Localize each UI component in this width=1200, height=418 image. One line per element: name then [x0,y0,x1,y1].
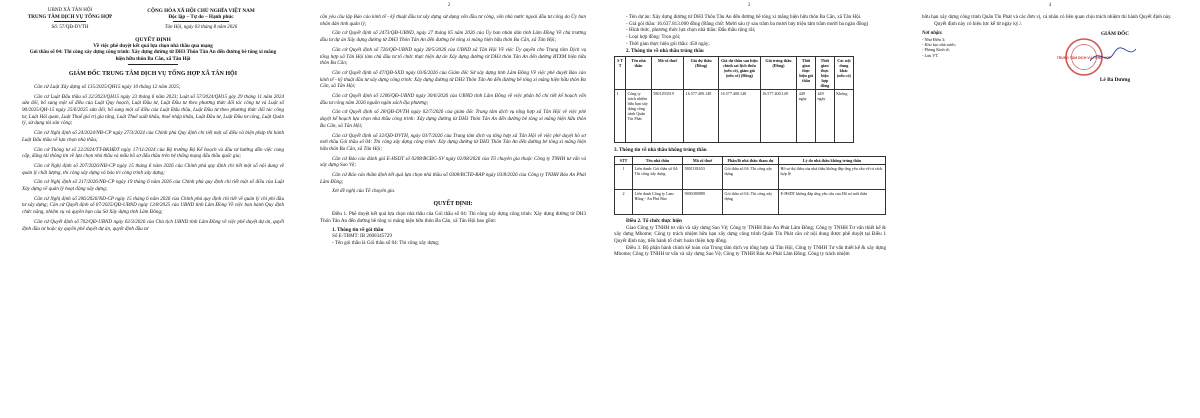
table-header-cell: Mã số thuế [683,156,723,164]
seal-and-signature [1042,37,1188,77]
contract-type: - Loại hợp đồng: Trọn gói; [626,34,681,41]
legal-basis-item: Xét đề nghị của Tổ chuyên gia. [332,188,396,195]
recipient-item: - Lưu VT. [922,52,939,58]
table-cell: Liên danh: Gói thầu số 04: Thi công xây dựng [633,164,683,189]
page-number: 3 [747,3,751,8]
national-block [118,8,284,31]
legal-basis-item: Căn cứ Nghị định số 217/2026/NĐ-CP ngày 19 tháng 6 năm 2026 của Chính phủ quy định chi tiết một số điều của Luật Xây dựng về quản lý hoạt động xây dựng; [22,179,284,193]
legal-basis-item: Căn cứ Thông tư số 22/2024/TT-BKHĐT ngày 17/11/2024 của Bộ trưởng Bộ Kế hoạch và đầu tư hướng dẫn việc cung cấp, đăng tải thông tin về lựa chọn nhà thầu và mẫu hồ sơ đấu thầu trên hệ thống mạng đấu thầu quốc gia; [22,146,284,160]
table-cell: 449 ngày [797,90,816,143]
article-1: Điều 1. Phê duyệt kết quả lựa chọn nhà thầu của Gói thầu số 04: Thi công xây dựng công trình: Xây dựng đường từ DH3 Thôn Tân An đến đường bê tông xi măng hiện hữu thôn Ba Căn, xã Tân Hội bao gồm: [320,211,586,224]
legal-basis-list [22,84,284,232]
legal-basis-item: Căn cứ Luật Xây dựng số 135/2025/QH15 ngày 10 tháng 12 năm 2025; [34,83,181,90]
document-subject-1: Về việc phê duyệt kết quả lựa chọn nhà thầu qua mạng [93,43,213,49]
legal-basis-item: Căn cứ Quyết định số 2473/QĐ-UBND, ngày 27 tháng 05 năm 2026 của Ủy ban nhân dân tỉnh Lâm Đồng Về chủ trương đầu tư dự án Xây dựng đường từ DH3 Thôn Tân An đến đường bê tông xi măng hiện hữu thôn Ba Căn, xã Tân Hội; [320,30,586,44]
section-3-title: 3. Thông tin về nhà thầu không trúng thầu [614,147,707,154]
table-header-cell: STT [615,156,633,164]
table-header-cell: Phần/lô nhà thầu tham dự [723,156,779,164]
decision-heading: QUYẾT ĐỊNH: [433,201,473,208]
section-2-title: 2. Thông tin về nhà thầu trúng thầu [626,47,704,54]
document-kind: QUYẾT ĐỊNH [135,37,171,43]
winner-table [614,56,854,143]
issuer-name: TRUNG TÂM DỊCH VỤ TỔNG HỢP [27,14,113,20]
table-header-cell: Mã số thuế [651,57,683,90]
table-row [615,164,886,189]
document-subject-2: Gói thầu số 04: Thi công xây dựng công trình: Xây dựng đường từ DH3 Thôn Tân An đến đường bê tông xi măng hiện hữu thôn Ba Căn, xã Tân Hội [29,49,277,62]
selection-method: - Hình thức, phương thức lựa chọn nhà thầu: Đấu thầu rộng rãi; [626,27,756,34]
issuer-underline [54,21,86,22]
letterhead [22,8,284,31]
recipients-title: Nơi nhận: [922,31,943,37]
page-2 [300,0,598,418]
subject-underline [128,64,178,65]
issuer-parent: UBND XÃ TÂN HỘI [47,8,93,13]
table-header-row [615,57,854,90]
table-header-row [615,156,886,164]
recipients-block [922,31,1042,83]
table-cell: Không [834,90,853,143]
legal-basis-item: Căn cứ Nghị định số 24/2024/NĐ-CP ngày 27/3/2024 của Chính phủ Quy định chi tiết một số điều và biện pháp thi hành Luật Đấu thầu về lựa chọn nhà thầu; [22,130,284,143]
legal-basis-item: Căn cứ Nghị định số 206/2026/NĐ-CP ngày 15 tháng 6 năm 2026 của Chính phủ quy định chi tiết về quản lý chi phí đầu tư xây dựng; Căn cứ Quyết định số 07/2025/QĐ-UBND ngày 13/8/2025 của UBND tỉnh Lâm Đồng Về việc ban hành Quy định chức năng, nhiệm vụ và quyền hạn của Sở Xây dựng tỉnh Lâm Đồng; [22,195,284,216]
table-row [615,189,886,214]
table-header-cell: Thời gian thực hiện hợp đồng [815,57,834,90]
national-motto: Độc lập – Tự do – Hạnh phúc [168,14,234,20]
table-header-cell: Lý do nhà thầu không trúng thầu [779,156,886,164]
page-number: 2 [447,3,451,8]
recipient-item: - Như Điều 3; [922,37,946,42]
table-header-cell: Giá dự thầu (Đồng) [684,57,719,90]
table-header-cell: Các nội dung khác (nếu có) [834,57,853,90]
legal-basis-item: cần yêu cầu lập Báo cáo kinh tế - kỹ thuật đầu tư xây dựng sử dụng vốn đầu tư công, vốn nhà nước ngoài đầu tư công do Ủy ban nhân dân tỉnh quản lý; [320,14,586,27]
package-name: - Tên gói thầu là Gói thầu số 04: Thi công xây dựng; [332,239,440,246]
effective-clause: Quyết định này có hiệu lực kể từ ngày ký./. [934,20,1023,27]
table-header-cell: Giá dự thầu sau hiệu chỉnh sai lệch thừa (nếu có), giảm giá (nếu có) (Đồng) [719,57,761,90]
table-cell: Gói thầu số 04: Thi công xây dựng [723,189,779,214]
legal-basis-item: Căn cứ Luật Đấu thầu số 22/2023/QH15 ngày 23 tháng 6 năm 2023; Luật số 57/2024/QH15 gày 29 tháng 11 năm 2024 sửa đổi, bổ sung một số điều của Luật Quy hoạch, Luật Đầu tư, Luật Đầu tư theo phương thức đối tác công tư và Luật số 90/2025/QH-15 ngày 25/6/2025 sửa đổi, bổ sung một số điều của Luật Đấu thầu, Luật Đầu tư theo phương thức đối tác công tư, Luật Hải quan, Luật Thuế giá trị gia tăng, Luật Thuế xuất khẩu, thuế nhập khẩu, Luật Đầu tư, Luật Đầu tư công, Luật Quản lý, sử dụng tài sản công; [22,93,284,127]
page-3 [600,0,898,418]
table-cell: Công ty trách nhiệm hữu hạn xây dựng công trình Quân Tín Phát [626,90,652,143]
seal-text: TRUNG TÂM DỊCH VỤ TỔNG HỢP [1056,56,1112,61]
legal-basis-item: Căn cứ Nghị định số 207/2026/NĐ-CP ngày 15 tháng 6 năm 2026 của Chính phủ quy định chi tiết một số nội dung về quản lý chất lượng, thi công xây dựng và bảo trì công trình xây dựng; [22,162,284,176]
e-tbmt-number: Số E-TBMT: IB 2600345729 [332,233,392,240]
table-cell: 2 [615,189,633,214]
legal-basis-item: Căn cứ Quyết định số 726/QĐ-UBND ngày 28/5/2026 của UBND xã Tân Hội Về việc Ủy quyền cho Trung tâm Dịch vụ tổng hợp xã Tân Hội làm chủ đầu tư tổ chức thực hiện dự án Xây dựng đường từ DH3 thôn Tân An đến đường BTXM hiện hữu thôn Ba Căn; [320,46,586,67]
authority-heading: GIÁM ĐỐC TRUNG TÂM DỊCH VỤ TỔNG HỢP XÃ TÂN HỘI [68,70,238,77]
article-2-title: Điều 2. Tổ chức thực hiện [626,217,682,224]
national-title: CỘNG HÒA XÃ HỘI CHỦ NGHĨA VIỆT NAM [147,8,255,14]
signer-name: Lê Bá Dương [1099,77,1131,84]
project-name: - Tên dự án: Xây dựng đường từ DH3 Thôn Tân An đến đường bê tông xi măng hiện hữu thôn Ba Căn, xã Tân Hội. [626,14,862,20]
legal-basis-item: Căn cứ Báo cáo thẩm định kết quả lựa chọn nhà thầu số 0308/BCTĐ-BAP ngày 03/8/2026 của Công ty TNHH Bảo An Phát Lâm Đồng; [320,172,586,185]
legal-basis-item: Căn cứ Quyết định số 32/QĐ-DVTH, ngày 03/7/2026 của Trung tâm dịch vụ tổng hợp xã Tân Hội về việc phê duyệt hồ sơ mời thầu Gói thầu số 04: Thi công xây dựng công trình: Xây dựng đường từ DH3 Thôn Tân An đến đường bê tông xi măng hiện hữu thôn Ba Căn, xã Tân Hội; [320,132,586,152]
article-2-text: Giao Công ty TNHH tư vấn và xây dựng Sao Vệ; Công ty TNHH Bảo An Phát Lâm Đồng; Công ty TNHH Tư vấn thiết kế & xây dựng Mhome; Công ty trách nhiệm hữu hạn xây dựng công trình Quân Tín Phát căn cứ nội dung được phê duyệt tại Điều 1 Quyết định này, tiến hành tổ chức hoàn thiện hợp đồng. [614,224,886,245]
table-cell: 5800380889 [683,189,723,214]
document-date: Tân Hội, ngày 03 tháng 8 năm 2026 [164,25,238,30]
section-1-title: 1. Thông tin về gói thầu [332,226,384,233]
table-row [615,90,854,143]
table-cell: Gói thầu số 04: Thi công xây dựng [723,164,779,189]
signer-title: GIÁM ĐỐC [1100,31,1130,38]
signer-block [1042,31,1188,83]
table-header-cell: Giá trúng thầu (Đồng) [760,57,797,90]
page-number: 4 [1048,3,1052,8]
issuer-block [22,8,118,31]
table-cell: Liên danh Công ty Lam Hồng - An Phú Bảo [633,189,683,214]
legal-basis-item: Căn cứ Quyết định số 1206/QĐ-UBND ngày 30/6/2026 của UBND tỉnh Lâm Đồng về việc phân bổ chi tiết kế hoạch vốn đầu tư công năm 2026 nguồn ngân sách địa phương; [320,93,586,106]
table-header-cell: Thời gian thực hiện gói thầu [797,57,816,90]
table-cell: 5801181653 [683,164,723,189]
legal-basis-item: Căn cứ Quyết định số 702/QĐ-UBND ngày 02/3/2026 của Chủ tịch UBND tỉnh Lâm Đồng về việc phê duyệt dự án, quyết định đầu tư hoặc ủy quyền phê duyệt dự án, quyết định đầu tư [22,218,284,232]
document-number: Số: 57/QĐ-DVTH [51,25,89,30]
table-cell: 1 [615,164,633,189]
motto-underline [173,21,229,22]
table-cell: 1 [615,90,626,143]
package-duration: - Thời gian thực hiện gói thầu: 450 ngày; [626,40,710,47]
table-header-cell: Tên nhà thầu [633,156,683,164]
legal-basis-item: Căn cứ Quyết định số 28/QĐ-DVTH ngày 02/7/2026 của giám đốc Trung tâm dịch vụ tổng hợp xã Tân Hội về việc phê duyệt kế hoạch lựa chọn nhà thầu công trình: Xây dựng đường từ DH3 Thôn Tân An đến đường bê tông xi măng hiện hữu thôn Ba Căn, xã Tân Hội; [320,109,586,129]
recipient-item: - Kho bạc nhà nước; [922,42,957,48]
page-4 [900,0,1200,418]
package-price: - Giá gói thầu: 16.637.813.000 đồng (Bằng chữ: Mười sáu tỷ sáu trăm ba mươi bảy triệu tám trăm mười ba ngàn đồng) [626,20,869,27]
recipient-item: - Phòng Kinh tế; [922,47,950,53]
table-cell: 5801293519 [651,90,683,143]
table-cell: 16.577.400.148 [684,90,719,143]
table-header-cell: S T T [615,57,626,90]
article-3-continued: hữu hạn xây dựng công trình Quân Tín Phát và các đơn vị, cá nhân có liên quan chịu trách nhiệm thi hành Quyết định này. [922,14,1172,20]
page-1 [0,0,298,418]
loser-table [614,156,886,215]
article-3-text: Điều 3. Bộ phận hành chính kế toán của Trung tâm dịch vụ tổng hợp xã Tân Hội, Công ty TNHH Tư vấn thiết kế & xây dựng Mhome; Công ty TNHH tư vấn và xây dựng Sao Vệ; Công ty TNHH Bảo An Phát Lâm Đồng; Công ty trách nhiệm [614,244,886,258]
table-cell: 16.577.400.148 [719,90,761,143]
signature-section [922,31,1188,83]
table-cell: 449 ngày [815,90,834,143]
legal-basis-item: Căn cứ Quyết định số 47/QĐ-SXD ngày 03/6/2026 của Giám đốc Sở xây dựng tỉnh Lâm Đồng Về việc phê duyệt Báo cáo kinh tế - kỹ thuật đầu tư xây dựng công trình: Xây dựng đường từ DH3 Thôn Tân An đến đường bê tông xi măng hiện hữu thôn Ba Căn, xã Tân Hội; [320,69,586,90]
legal-basis-list-cont [320,14,586,195]
legal-basis-item: Căn cứ Báo cáo đánh giá E-HSDT số 0208/BCĐG-SV ngày 02/08/2026 của Tổ chuyên gia thuộc Công ty TNHH tư vấn và xây dựng Sao Vệ; [320,155,586,169]
table-cell: E-HSDT không đáp ứng yêu cầu của Hồ sơ mời thầu [779,189,886,214]
table-cell: Hồ sơ dự thầu của nhà thầu không đáp ứng yêu cầu về tư cách hợp lệ [779,164,886,189]
table-header-cell: Tên nhà thầu [626,57,652,90]
table-cell: 16.577.400.148 [760,90,797,143]
official-seal [1042,37,1152,77]
